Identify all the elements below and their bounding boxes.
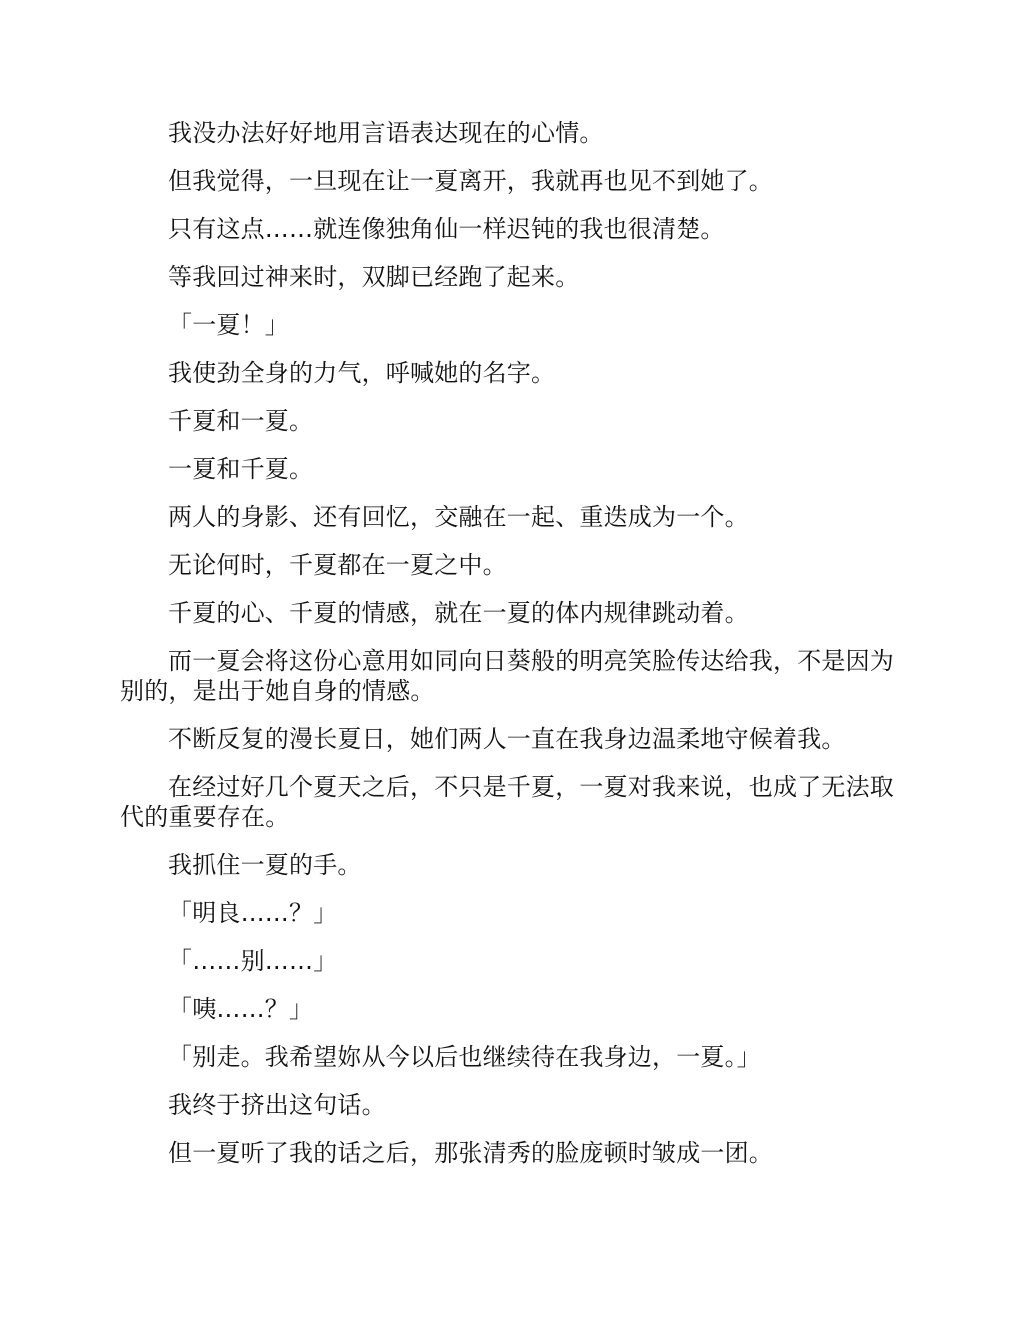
paragraph: 我终于挤出这句话。 bbox=[168, 1091, 386, 1119]
paragraph: 而一夏会将这份心意用如同向日葵般的明亮笑脸传达给我，不是因为别的，是出于她自身的情感。 bbox=[120, 647, 894, 705]
paragraph: 千夏和一夏。 bbox=[168, 407, 314, 435]
body-text bbox=[120, 118, 900, 1186]
dialogue-line: 「一夏！」 bbox=[168, 311, 289, 339]
paragraph: 我抓住一夏的手。 bbox=[168, 851, 362, 879]
paragraph: 只有这点……就连像独角仙一样迟钝的我也很清楚。 bbox=[168, 215, 725, 243]
paragraph: 在经过好几个夏天之后，不只是千夏，一夏对我来说，也成了无法取代的重要存在。 bbox=[120, 773, 894, 831]
dialogue-line: 「别走。我希望妳从今以后也继续待在我身边，一夏。」 bbox=[168, 1043, 761, 1071]
dialogue-line: 「明良……？」 bbox=[168, 899, 338, 927]
paragraph: 一夏和千夏。 bbox=[168, 455, 314, 483]
paragraph: 不断反复的漫长夏日，她们两人一直在我身边温柔地守候着我。 bbox=[168, 725, 846, 753]
paragraph: 两人的身影、还有回忆，交融在一起、重迭成为一个。 bbox=[168, 503, 749, 531]
paragraph: 我没办法好好地用言语表达现在的心情。 bbox=[168, 119, 604, 147]
paragraph: 但一夏听了我的话之后，那张清秀的脸庞顿时皱成一团。 bbox=[168, 1139, 773, 1167]
paragraph: 我使劲全身的力气，呼喊她的名字。 bbox=[168, 359, 556, 387]
paragraph: 但我觉得，一旦现在让一夏离开，我就再也见不到她了。 bbox=[168, 167, 773, 195]
dialogue-line: 「……别……」 bbox=[168, 947, 338, 975]
paragraph: 等我回过神来时，双脚已经跑了起来。 bbox=[168, 263, 580, 291]
paragraph: 千夏的心、千夏的情感，就在一夏的体内规律跳动着。 bbox=[168, 599, 749, 627]
dialogue-line: 「咦……？」 bbox=[168, 995, 314, 1023]
paragraph: 无论何时，千夏都在一夏之中。 bbox=[168, 551, 507, 579]
